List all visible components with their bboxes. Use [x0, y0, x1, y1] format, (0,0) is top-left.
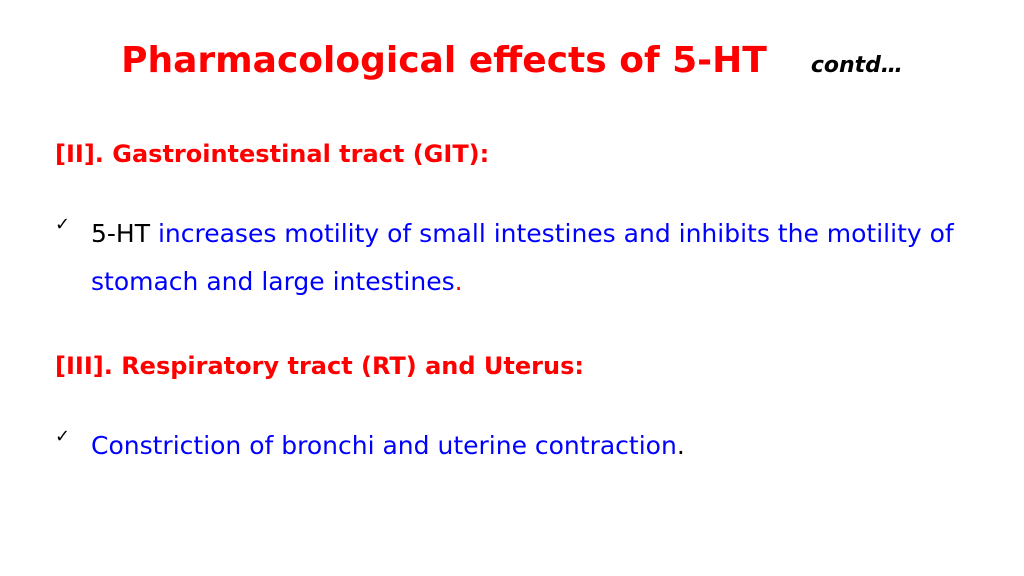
checkmark-icon: ✓ [55, 426, 71, 447]
contd-label: contd… [810, 53, 903, 78]
section-heading-git: [II]. Gastrointestinal tract (GIT): [55, 140, 490, 168]
bullet-end-git: . [454, 267, 463, 296]
section-heading-rt: [III]. Respiratory tract (RT) and Uterus: [55, 352, 584, 380]
title-row [0, 40, 1024, 81]
bullet-rt [55, 422, 955, 470]
slide-title: Pharmacological effects of 5-HT [121, 40, 767, 81]
checkmark-icon: ✓ [55, 214, 71, 235]
bullet-end-rt: . [676, 431, 685, 460]
bullet-git [55, 210, 955, 306]
bullet-prefix: 5-HT [91, 219, 158, 248]
bullet-text-git [91, 210, 955, 306]
bullet-body-git: increases motility of small intestines and inhibits the motility of stomach and large intestines [91, 219, 954, 296]
bullet-text-rt [91, 422, 955, 470]
bullet-body-rt: Constriction of bronchi and uterine contraction [91, 431, 677, 460]
